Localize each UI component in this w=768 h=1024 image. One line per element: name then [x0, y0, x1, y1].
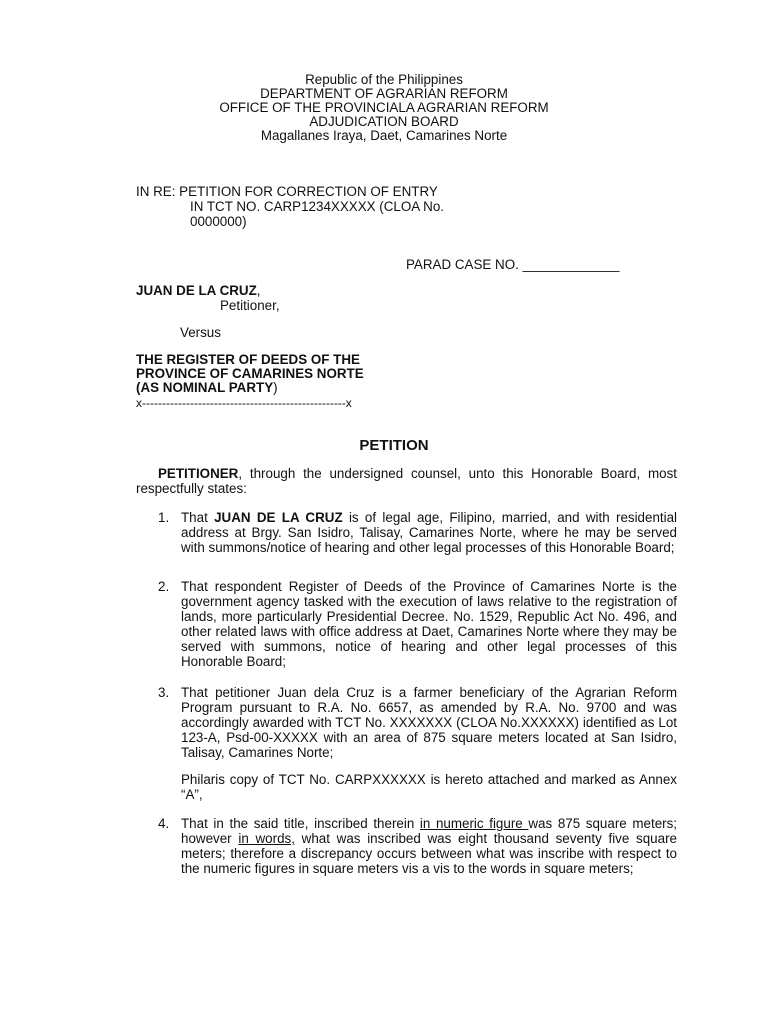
item-1-name: JUAN DE LA CRUZ: [214, 510, 343, 525]
item-4-underline-1: in numeric figure: [419, 816, 529, 831]
petitioner-name: JUAN DE LA CRUZ: [136, 283, 257, 298]
intro-lead: PETITIONER: [158, 466, 239, 481]
respondent-line-2: PROVINCE OF CAMARINES NORTE: [136, 366, 364, 381]
item-2-number: 2.: [158, 579, 170, 594]
item-1-body: is of legal age, Filipino, married, and with residential address at Brgy. San Isidro, Talisay, Camarines Norte, where he may be served with summons/notice of hearing and other legal processes of this Honorable Board;: [181, 510, 678, 555]
caption-separator: x---------------------------------------------------x: [136, 396, 352, 410]
item-2-text: That respondent Register of Deeds of the Province of Camarines Norte is the government agency tasked with the execution of laws relative to the registration of lands, more particularly Presidential Decree. No. 1529, Republic Act No. 496, and other related laws with office address at Daet, Camarines Norte where they may be served with summons, notice of hearing and other legal processes of this Honorable Board;: [181, 579, 677, 669]
item-4-underline-2: in words,: [238, 831, 295, 846]
item-1-number: 1.: [158, 510, 170, 525]
intro-text: , through the undersigned counsel, unto this Honorable Board, most respectfully states:: [136, 466, 677, 496]
item-4-text: [181, 816, 677, 876]
petitioner-name-comma: ,: [256, 283, 261, 298]
item-1-pre: That: [181, 510, 215, 525]
item-3-text: That petitioner Juan dela Cruz is a farmer beneficiary of the Agrarian Reform Program pursuant to R.A. No. 6657, as amended by R.A. No. 9700 and was accordingly awarded with TCT No. XXXXXXX (CLOA No.XXXXXX) identified as Lot 123-A, Psd-00-XXXXX with an area of 875 square meters located at San Isidro, Talisay, Camarines Norte;: [181, 685, 677, 760]
item-3-annex: Philaris copy of TCT No. CARPXXXXXX is hereto attached and marked as Annex “A”,: [181, 772, 677, 802]
header-board: ADJUDICATION BOARD: [309, 114, 459, 129]
header-department: DEPARTMENT OF AGRARIAN REFORM: [260, 86, 508, 101]
in-re-line-3: 0000000): [190, 214, 247, 229]
header-office: OFFICE OF THE PROVINCIALA AGRARIAN REFORM: [219, 100, 549, 115]
item-4-part-1: That in the said title, inscribed therein: [181, 816, 420, 831]
respondent-line-1: THE REGISTER OF DEEDS OF THE: [136, 352, 360, 367]
case-number: PARAD CASE NO. _____________: [406, 257, 620, 272]
petitioner-name-line: [136, 283, 261, 299]
respondent-nominal: (AS NOMINAL PARTY: [136, 380, 274, 395]
header-address: Magallanes Iraya, Daet, Camarines Norte: [260, 128, 508, 143]
in-re-line-2: IN TCT NO. CARP1234XXXXX (CLOA No.: [190, 199, 445, 214]
respondent-close: ): [273, 380, 278, 395]
item-1-text: [181, 510, 677, 555]
petitioner-label: Petitioner,: [220, 298, 280, 313]
respondent-line-3: [136, 380, 278, 396]
item-4-number: 4.: [158, 816, 170, 831]
header-republic: Republic of the Philippines: [305, 72, 463, 87]
document-title: PETITION: [359, 437, 429, 454]
in-re-line-1: IN RE: PETITION FOR CORRECTION OF ENTRY: [136, 184, 438, 199]
versus-label: Versus: [180, 325, 221, 340]
item-3-number: 3.: [158, 685, 170, 700]
item-4-part-3: what was inscribed was eight thousand seventy five square meters; therefore a discrepancy occurs between what was inscribe with respect to the numeric figures in square meters vis a vis to the words in square meters;: [181, 831, 677, 876]
intro-paragraph: [136, 466, 677, 496]
item-4-part-2: was 875 square meters; however: [181, 816, 678, 846]
